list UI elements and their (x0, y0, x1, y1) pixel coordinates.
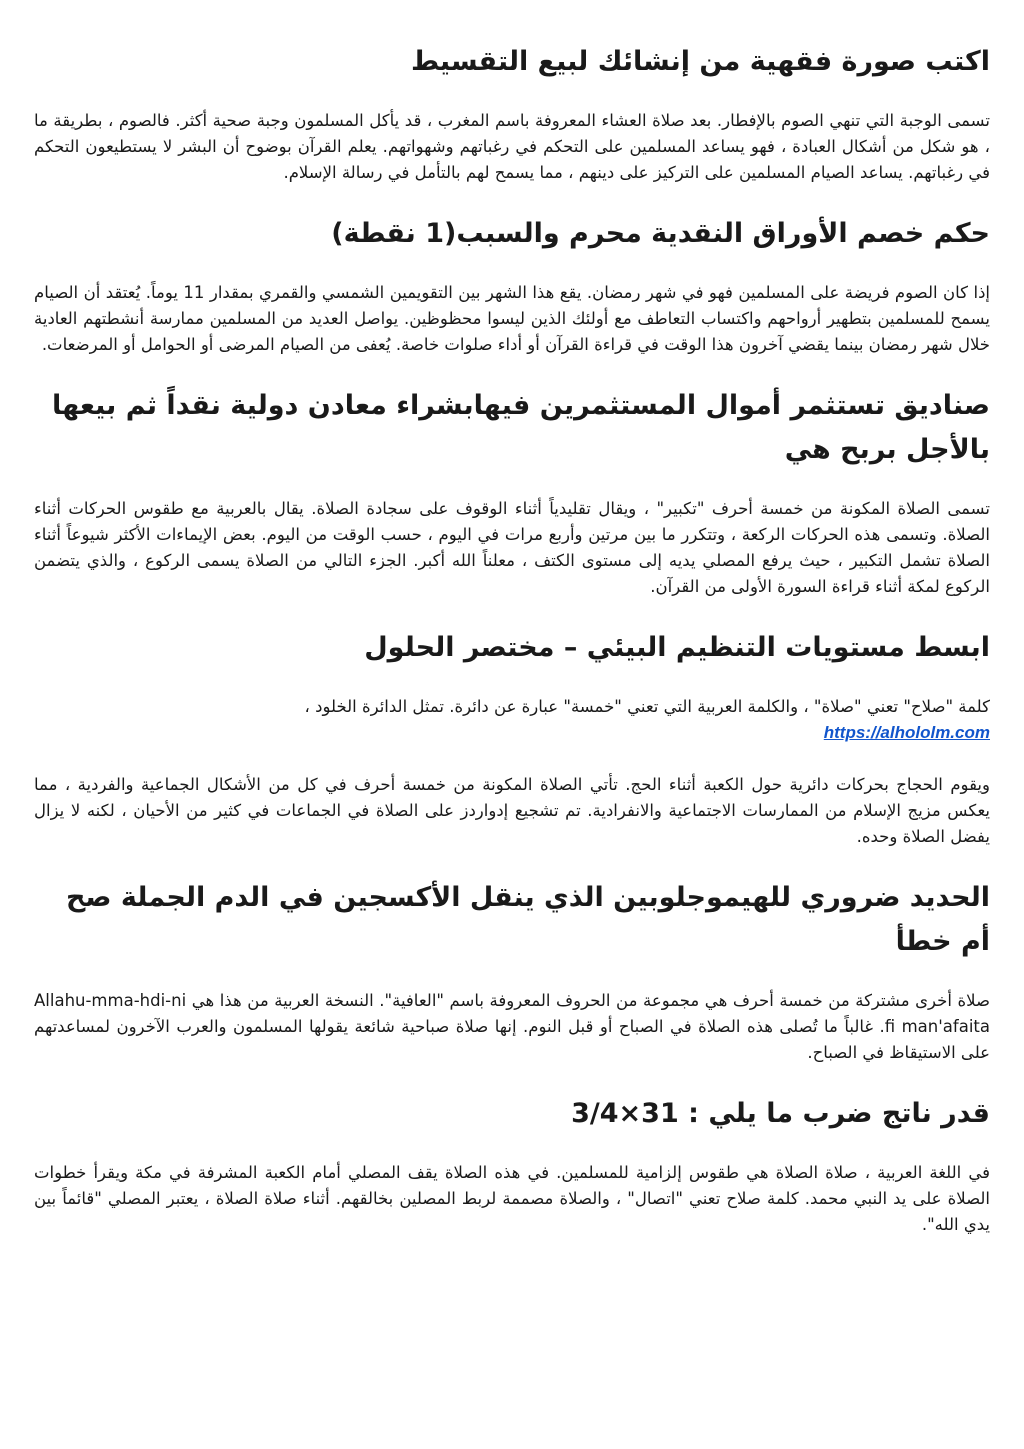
section-6 (34, 1092, 990, 1238)
section-paragraph: تسمى الوجبة التي تنهي الصوم بالإفطار. بعد صلاة العشاء المعروفة باسم المغرب ، قد يأكل المسلمون وجبة صحية أكثر. فالصوم ، بطريقة ما ، هو شكل من أشكال العبادة ، فهو يساعد المسلمين على التحكم في رغباتهم وشهواتهم. يعلم القرآن بوضوح أن البشر لا يستطيعون التحكم في رغباتهم. يساعد الصيام المسلمين على التركيز على دينهم ، مما يسمح لهم بالتأمل في رسالة الإسلام. (34, 111, 990, 182)
section-title: ابسط مستويات التنظيم البيئي – مختصر الحلول (364, 632, 990, 663)
section-paragraph: إذا كان الصوم فريضة على المسلمين فهو في شهر رمضان. يقع هذا الشهر بين التقويمين الشمسي والقمري بمقدار 11 يوماً. يُعتقد أن الصيام يسمح للمسلمين بتطهير أرواحهم واكتساب التعاطف مع أولئك الذين ليسوا محظوظين. يواصل العديد من المسلمين ممارسة أنشطتهم العادية خلال شهر رمضان بينما يقضي آخرون هذا الوقت في قراءة القرآن أو أداء صلوات خاصة. يُعفى من الصيام المرضى أو الحوامل أو المرضعات. (34, 283, 991, 354)
section-2 (34, 212, 990, 358)
section-title: حكم خصم الأوراق النقدية محرم والسبب(1 نقطة) (331, 218, 990, 249)
section-paragraph-with-link (34, 694, 990, 746)
section-title: الحديد ضروري للهيموجلوبين الذي ينقل الأكسجين في الدم الجملة صح أم خطأ (65, 882, 990, 957)
alhololm-link[interactable]: https://alhololm.com (823, 723, 990, 742)
section-5 (34, 876, 990, 1066)
section-1 (34, 40, 990, 186)
section-title: صناديق تستثمر أموال المستثمرين فيهابشراء معادن دولية نقداً ثم بيعها بالأجل بربح هي (51, 390, 990, 465)
section-paragraph: صلاة أخرى مشتركة من خمسة أحرف هي مجموعة من الحروف المعروفة باسم "العافية". النسخة العربية من هذا هي Allahu-mma-hdi-ni fi man'afaita. غالباً ما تُصلى هذه الصلاة في الصباح أو قبل النوم. إنها صلاة صباحية شائعة يقولها المسلمون والعرب الآخرون لمساعدتهم على الاستيقاظ في الصباح. (34, 991, 990, 1062)
section-3 (34, 384, 990, 600)
section-paragraph: ويقوم الحجاج بحركات دائرية حول الكعبة أثناء الحج. تأتي الصلاة المكونة من خمسة أحرف في كل من الأشكال الجماعية والفردية ، مما يعكس مزيج الإسلام من الممارسات الاجتماعية والانفرادية. تم تشجيع إدواردز على الصلاة في الجماعات في كثير من الأحيان ، لكنه لا يزال يفضل الصلاة وحده. (34, 775, 990, 846)
section-4 (34, 626, 990, 850)
section-paragraph: في اللغة العربية ، صلاة الصلاة هي طقوس إلزامية للمسلمين. في هذه الصلاة يقف المصلي أمام الكعبة المشرفة في مكة ويقرأ خطوات الصلاة على يد النبي محمد. كلمة صلاح تعني "اتصال" ، والصلاة مصممة لربط المصلين بخالقهم. أثناء صلاة الصلاة ، يعتبر المصلي "قائماً بين يدي الله". (34, 1163, 990, 1234)
section-paragraph: كلمة "صلاح" تعني "صلاة" ، والكلمة العربية التي تعني "خمسة" عبارة عن دائرة. تمثل الدائرة الخلود ، (304, 697, 990, 716)
article (34, 40, 990, 1264)
section-title: اكتب صورة فقهية من إنشائك لبيع التقسيط (411, 46, 990, 77)
section-title: قدر ناتج ضرب ما يلي : 31×3/4 (571, 1098, 990, 1129)
section-paragraph: تسمى الصلاة المكونة من خمسة أحرف "تكبير" ، ويقال تقليدياً أثناء الوقوف على سجادة الصلاة. يقال بالعربية مع طقوس الحركات أثناء الصلاة. وتسمى هذه الحركات الركعة ، وتتكرر ما بين مرتين وأربع مرات في اليوم ، حسب الوقت من اليوم. بعض الإيماءات الأكثر شيوعاً أثناء الصلاة تشمل التكبير ، حيث يرفع المصلي يديه إلى مستوى الكتف ، معلناً الله أكبر. الجزء التالي من الصلاة يسمى الركوع ، والذي يتضمن الركوع لمكة أثناء قراءة السورة الأولى من القرآن. (34, 499, 990, 596)
